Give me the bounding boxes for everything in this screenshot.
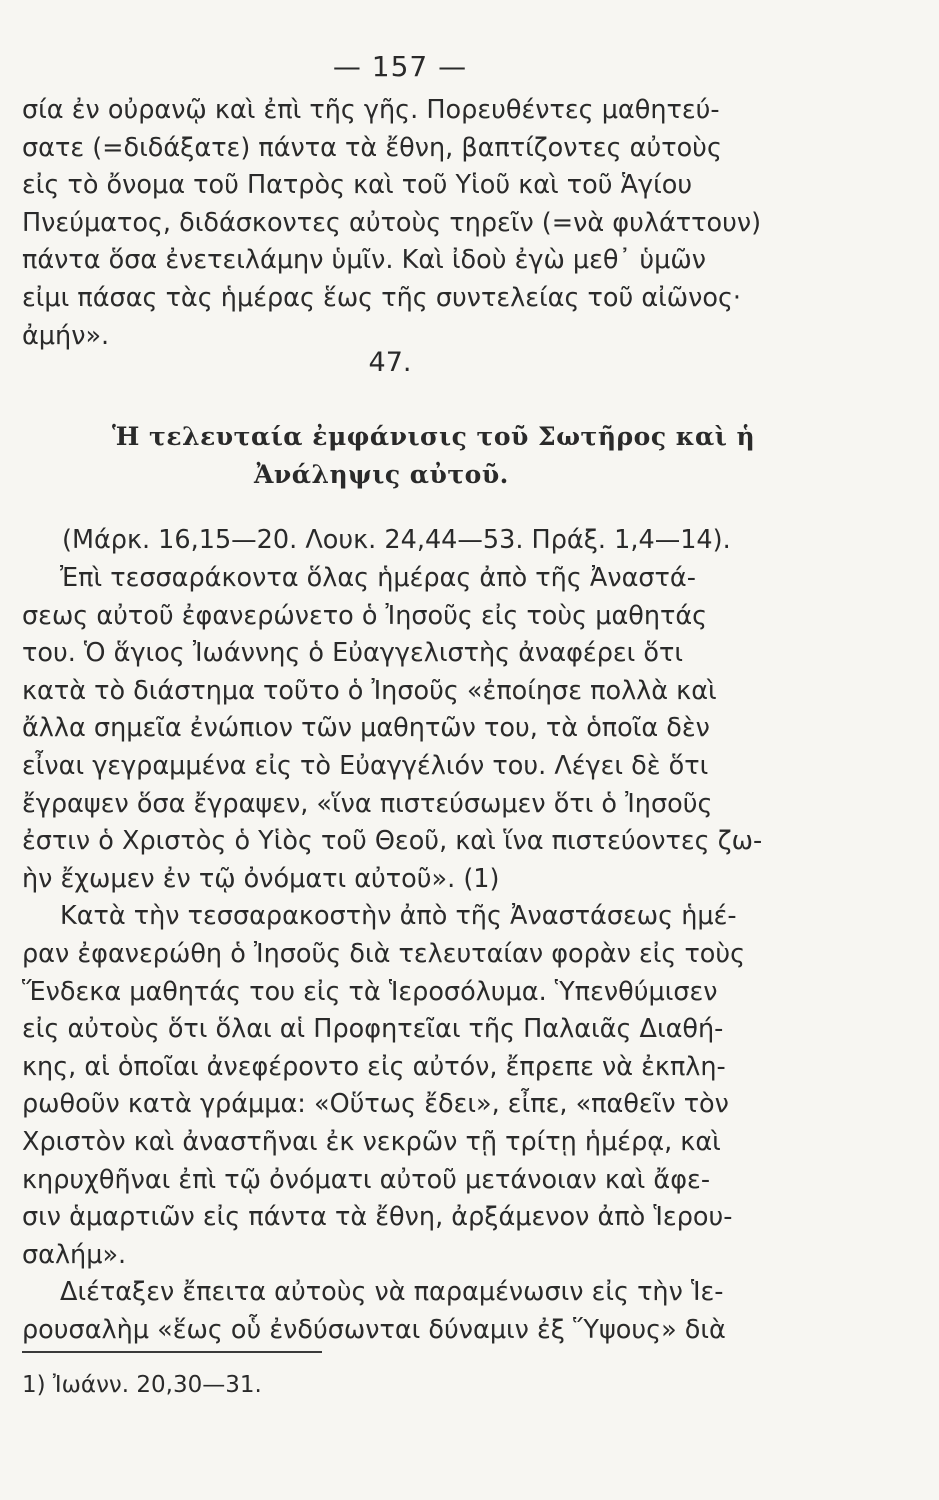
text-line: ἄλλα σημεῖα ἐνώπιον τῶν μαθητῶν του, τὰ ὁποῖα δὲν [22, 713, 710, 744]
text-line: εἰς αὐτοὺς ὅτι ὅλαι αἱ Προφητεῖαι τῆς Παλαιᾶς Διαθή- [22, 1014, 724, 1045]
scripture-reference: (Μάρκ. 16,15—20. Λουκ. 24,44—53. Πράξ. 1,4—14). [62, 525, 731, 555]
text-line: Διέταξεν ἔπειτα αὐτοὺς νὰ παραμένωσιν εἰς τὴν Ἱε- [60, 1277, 724, 1308]
text-line: σατε (=διδάξατε) πάντα τὰ ἔθνη, βαπτίζοντες αὐτοὺς [22, 132, 722, 163]
text-line: κης, αἱ ὁποῖαι ἀνεφέροντο εἰς αὐτόν, ἔπρεπε νὰ ἐκπλη- [22, 1051, 726, 1082]
text-line: εἰς τὸ ὄνομα τοῦ Πατρὸς καὶ τοῦ Υἱοῦ καὶ τοῦ Ἁγίου [22, 170, 693, 201]
text-line: πάντα ὅσα ἐνετειλάμην ὑμῖν. Καὶ ἰδοὺ ἐγὼ μεθ᾽ ὑμῶν [22, 245, 706, 276]
text-line: ρουσαλὴμ «ἕως οὗ ἐνδύσωνται δύναμιν ἐξ Ὕψους» διὰ [22, 1314, 726, 1345]
footnote-divider [22, 1351, 322, 1353]
text-line: σαλήμ». [22, 1239, 127, 1270]
text-line: του. Ὁ ἅγιος Ἰωάννης ὁ Εὐαγγελιστὴς ἀναφέρει ὅτι [22, 638, 683, 669]
footnote: 1) Ἰωάνν. 20,30—31. [22, 1372, 262, 1398]
section-title-line-1: Ἡ τελευταία ἐμφάνισις τοῦ Σωτῆρος καὶ ἡ [112, 422, 756, 451]
text-line: σία ἐν οὐρανῷ καὶ ἐπὶ τῆς γῆς. Πορευθέντες μαθητεύ- [22, 95, 720, 125]
text-line: ρωθοῦν κατὰ γράμμα: «Οὕτως ἔδει», εἶπε, «παθεῖν τὸν [22, 1089, 729, 1120]
text-line: εἰμι πάσας τὰς ἡμέρας ἕως τῆς συντελείας τοῦ αἰῶνος· [22, 282, 742, 313]
text-line: ἀμήν». [22, 320, 110, 351]
text-line: Χριστὸν καὶ ἀναστῆναι ἐκ νεκρῶν τῇ τρίτῃ ἡμέρᾳ, καὶ [22, 1126, 721, 1157]
text-line: ἔγραψεν ὅσα ἔγραψεν, «ἵνα πιστεύσωμεν ὅτι ὁ Ἰησοῦς [22, 788, 713, 819]
text-block-main [22, 560, 802, 1349]
text-line: κατὰ τὸ διάστημα τοῦτο ὁ Ἰησοῦς «ἐποίησε πολλὰ καὶ [22, 675, 717, 706]
section-title-line-2: Ἀνάληψις αὐτοῦ. [254, 460, 509, 489]
text-line: κηρυχθῆναι ἐπὶ τῷ ὀνόματι αὐτοῦ μετάνοιαν καὶ ἄφε- [22, 1164, 711, 1195]
text-line: εἶναι γεγραμμένα εἰς τὸ Εὐαγγέλιόν του. Λέγει δὲ ὅτι [22, 750, 709, 781]
text-line: Ἐπὶ τεσσαράκοντα ὅλας ἡμέρας ἀπὸ τῆς Ἀναστά- [60, 563, 696, 593]
text-line: ὴν ἔχωμεν ἐν τῷ ὀνόματι αὐτοῦ». (1) [22, 863, 500, 894]
text-line: σεως αὐτοῦ ἐφανερώνετο ὁ Ἰησοῦς εἰς τοὺς μαθητάς [22, 600, 708, 631]
text-line: Κατὰ τὴν τεσσαρακοστὴν ἀπὸ τῆς Ἀναστάσεως ἡμέ- [60, 901, 737, 932]
text-line: ἐστιν ὁ Χριστὸς ὁ Υἱὸς τοῦ Θεοῦ, καὶ ἵνα πιστεύοντες ζω- [22, 826, 763, 857]
text-line: Πνεύματος, διδάσκοντες αὐτοὺς τηρεῖν (=νὰ φυλάττουν) [22, 207, 762, 238]
section-number: 47. [368, 347, 412, 378]
text-block-top [22, 92, 802, 355]
text-line: ραν ἐφανερώθη ὁ Ἰησοῦς διὰ τελευταίαν φορὰν εἰς τοὺς [22, 938, 746, 969]
page-number: — 157 — [332, 50, 468, 83]
text-line: Ἕνδεκα μαθητάς του εἰς τὰ Ἱεροσόλυμα. Ὑπενθύμισεν [22, 976, 718, 1007]
text-line: σιν ἁμαρτιῶν εἰς πάντα τὰ ἔθνη, ἀρξάμενον ἀπὸ Ἱερου- [22, 1202, 733, 1233]
